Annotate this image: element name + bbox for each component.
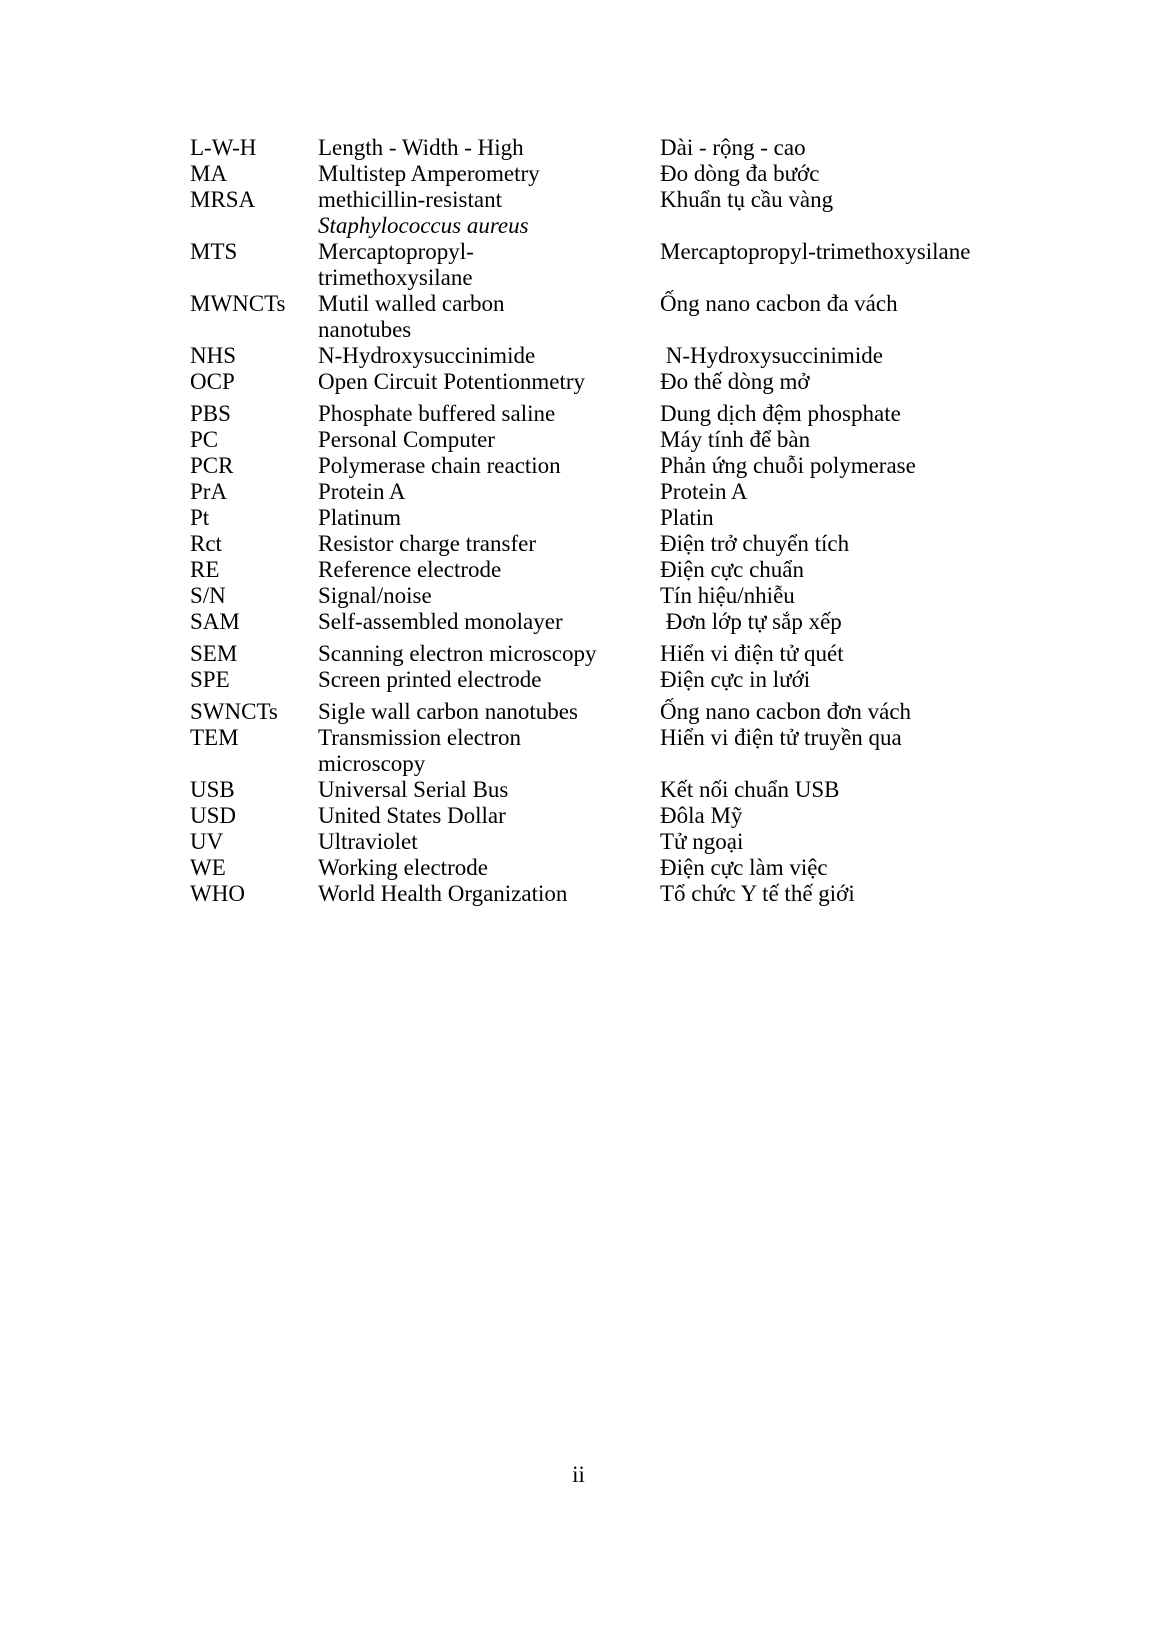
vietnamese-term: Kết nối chuẩn USB (660, 777, 840, 802)
vietnamese-term: Mercaptopropyl-trimethoxysilane (660, 239, 971, 264)
english-term-line: Scanning electron microscopy (318, 641, 597, 666)
vietnamese-term: Dung dịch đệm phosphate (660, 401, 901, 426)
table-row (190, 135, 1070, 161)
english-term-line: Platinum (318, 505, 402, 530)
english-term (318, 803, 660, 829)
abbreviation: SAM (190, 609, 240, 634)
table-row (190, 557, 1070, 583)
table-row (190, 531, 1070, 557)
english-term-line: Mutil walled carbon (318, 291, 505, 316)
table-row (190, 453, 1070, 479)
english-term-line-2: microscopy (318, 751, 426, 776)
table-row (190, 667, 1070, 693)
vietnamese-term: Hiển vi điện tử quét (660, 641, 844, 666)
page-number: ii (572, 1462, 585, 1487)
english-term (318, 343, 660, 369)
vietnamese-term: N-Hydroxysuccinimide (660, 343, 883, 368)
table-row (190, 777, 1070, 803)
vietnamese-term: Hiển vi điện tử truyền qua (660, 725, 902, 750)
english-term-line: Polymerase chain reaction (318, 453, 561, 478)
english-term-line: Universal Serial Bus (318, 777, 509, 802)
vietnamese-term: Platin (660, 505, 714, 530)
english-term (318, 531, 660, 557)
abbreviation: NHS (190, 343, 237, 368)
english-term-line: Screen printed electrode (318, 667, 542, 692)
vietnamese-term: Phản ứng chuỗi polymerase (660, 453, 916, 478)
table-row (190, 725, 1070, 777)
vietnamese-term: Đơn lớp tự sắp xếp (660, 609, 842, 634)
english-term (318, 161, 660, 187)
english-term (318, 135, 660, 161)
abbreviation: S/N (190, 583, 226, 608)
abbreviation: MWNCTs (190, 291, 286, 316)
english-term (318, 369, 660, 395)
english-term-line: World Health Organization (318, 881, 568, 906)
vietnamese-term: Điện cực làm việc (660, 855, 828, 880)
abbreviation: MA (190, 161, 228, 186)
abbreviation: PBS (190, 401, 231, 426)
english-term-line: Personal Computer (318, 427, 495, 452)
english-term (318, 291, 660, 343)
vietnamese-term: Đo dòng đa bước (660, 161, 820, 186)
english-term-line-2: trimethoxysilane (318, 265, 473, 290)
abbreviation: OCP (190, 369, 235, 394)
abbreviation: L-W-H (190, 135, 257, 160)
abbreviation: SWNCTs (190, 699, 278, 724)
vietnamese-term: Khuẩn tụ cầu vàng (660, 187, 834, 212)
vietnamese-term: Điện cực chuẩn (660, 557, 805, 582)
vietnamese-term: Đôla Mỹ (660, 803, 743, 828)
english-term-line: Reference electrode (318, 557, 502, 582)
abbreviation: PCR (190, 453, 234, 478)
table-row (190, 343, 1070, 369)
abbreviation: PC (190, 427, 219, 452)
table-row (190, 395, 1070, 427)
table-row (190, 369, 1070, 395)
vietnamese-term: Tín hiệu/nhiễu (660, 583, 795, 608)
table-row (190, 635, 1070, 667)
english-term-line: United States Dollar (318, 803, 506, 828)
abbreviation: WHO (190, 881, 245, 906)
english-term-line: Sigle wall carbon nanotubes (318, 699, 578, 724)
abbreviation: SPE (190, 667, 230, 692)
table-row (190, 427, 1070, 453)
table-row (190, 829, 1070, 855)
abbreviation: USD (190, 803, 237, 828)
english-term-line: Signal/noise (318, 583, 432, 608)
abbreviation: TEM (190, 725, 239, 750)
english-term (318, 187, 660, 239)
table-row (190, 881, 1070, 907)
english-term-line-2: nanotubes (318, 317, 412, 342)
abbreviation: UV (190, 829, 224, 854)
abbreviation: USB (190, 777, 235, 802)
english-term (318, 829, 660, 855)
english-term (318, 583, 660, 609)
vietnamese-term: Tử ngoại (660, 829, 744, 854)
english-term (318, 777, 660, 803)
english-term (318, 693, 660, 725)
english-term-line: Protein A (318, 479, 406, 504)
english-term-line: Phosphate buffered saline (318, 401, 556, 426)
table-row (190, 505, 1070, 531)
vietnamese-term: Ống nano cacbon đơn vách (660, 699, 912, 724)
abbreviation: Rct (190, 531, 222, 556)
vietnamese-term: Máy tính để bàn (660, 427, 811, 452)
english-term-line: Ultraviolet (318, 829, 418, 854)
english-term-line: Transmission electron (318, 725, 521, 750)
vietnamese-term: Dài - rộng - cao (660, 135, 806, 160)
english-term (318, 557, 660, 583)
english-term-line: methicillin-resistant (318, 187, 502, 212)
english-term (318, 855, 660, 881)
table-row (190, 855, 1070, 881)
table-row (190, 609, 1070, 635)
table-row (190, 187, 1070, 239)
vietnamese-term: Protein A (660, 479, 748, 504)
english-term-line-italic: Staphylococcus aureus (318, 213, 529, 238)
english-term (318, 505, 660, 531)
english-term (318, 427, 660, 453)
table-row (190, 803, 1070, 829)
table-row (190, 161, 1070, 187)
abbreviation: SEM (190, 641, 238, 666)
abbreviation: RE (190, 557, 220, 582)
abbreviation: MRSA (190, 187, 256, 212)
vietnamese-term: Đo thế dòng mở (660, 369, 810, 394)
english-term-line: Length - Width - High (318, 135, 524, 160)
english-term (318, 453, 660, 479)
vietnamese-term: Điện cực in lưới (660, 667, 811, 692)
abbreviation: Pt (190, 505, 210, 530)
english-term-line: Working electrode (318, 855, 488, 880)
english-term (318, 395, 660, 427)
table-row (190, 583, 1070, 609)
english-term-line: Mercaptopropyl- (318, 239, 474, 264)
abbreviation: WE (190, 855, 226, 880)
vietnamese-term: Tổ chức Y tế thế giới (660, 881, 855, 906)
table-row (190, 479, 1070, 505)
vietnamese-term: Ống nano cacbon đa vách (660, 291, 898, 316)
vietnamese-term: Điện trở chuyển tích (660, 531, 850, 556)
english-term (318, 881, 660, 907)
english-term (318, 479, 660, 505)
english-term (318, 667, 660, 693)
abbreviation: MTS (190, 239, 238, 264)
table-row (190, 291, 1070, 343)
table-row (190, 693, 1070, 725)
table-row (190, 239, 1070, 291)
english-term-line: Resistor charge transfer (318, 531, 536, 556)
english-term (318, 725, 660, 777)
english-term-line: Self-assembled monolayer (318, 609, 563, 634)
english-term-line: Open Circuit Potentionmetry (318, 369, 586, 394)
english-term (318, 635, 660, 667)
abbreviation-table (190, 135, 1070, 907)
english-term-line: Multistep Amperometry (318, 161, 540, 186)
abbreviation: PrA (190, 479, 228, 504)
english-term-line: N-Hydroxysuccinimide (318, 343, 536, 368)
english-term (318, 239, 660, 291)
english-term (318, 609, 660, 635)
